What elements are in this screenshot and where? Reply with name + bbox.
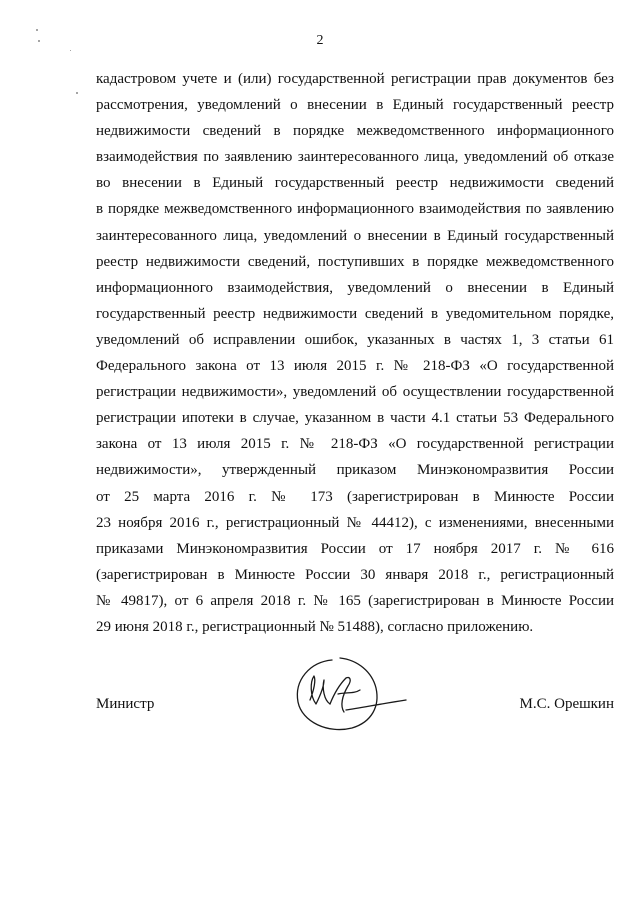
body-line: недвижимости сведений в порядке межведомственного информационного xyxy=(96,123,614,140)
body-line: 29 июня 2018 г., регистрационный № 51488), согласно приложению. xyxy=(96,618,534,635)
body-line: кадастровом учете и (или) государственной регистрации прав документов без xyxy=(96,71,614,87)
body-line: заинтересованного лица, уведомлений о внесении в Единый государственный xyxy=(96,227,614,244)
scan-speck xyxy=(38,40,40,42)
body-line: регистрации ипотеки в случае, указанном в части 4.1 статьи 53 Федерального xyxy=(96,410,614,427)
body-line: реестр недвижимости сведений, поступивших в порядке межведомственного xyxy=(96,253,614,270)
body-line: государственный реестр недвижимости сведений в уведомительном порядке, xyxy=(96,305,614,322)
body-line: в порядке межведомственного информационного взаимодействия по заявлению xyxy=(96,201,614,218)
body-line: регистрации недвижимости», уведомлений об осуществлении государственной xyxy=(96,384,614,401)
body-text xyxy=(96,66,614,640)
body-line: рассмотрения, уведомлений о внесении в Единый государственный реестр xyxy=(96,97,614,114)
body-line: информационного взаимодействия, уведомлений о внесении в Единый xyxy=(96,279,614,296)
handwritten-signature xyxy=(280,650,410,740)
body-line: № 49817), от 6 апреля 2018 г. № 165 (зарегистрирован в Минюсте России xyxy=(96,592,614,609)
scan-speck xyxy=(36,29,38,31)
body-line: закона от 13 июля 2015 г. № 218-ФЗ «О государственной регистрации xyxy=(96,436,614,453)
body-line: Федерального закона от 13 июля 2015 г. № 218-ФЗ «О государственной xyxy=(96,358,614,375)
body-line: недвижимости», утвержденный приказом Минэкономразвития России xyxy=(96,462,614,479)
body-line: взаимодействия по заявлению заинтересованного лица, уведомлений об отказе xyxy=(96,149,614,166)
signatory-name: М.С. Орешкин xyxy=(519,696,614,712)
body-line: уведомлений об исправлении ошибок, указанных в частях 1, 3 статьи 61 xyxy=(96,331,614,348)
signatory-title: Министр xyxy=(96,696,155,712)
body-line: 23 ноября 2016 г., регистрационный № 44412), с изменениями, внесенными xyxy=(96,514,614,531)
page-number: 2 xyxy=(316,33,324,48)
body-line: приказами Минэкономразвития России от 17 ноября 2017 г. № 616 xyxy=(96,540,614,557)
scan-speck xyxy=(76,92,78,94)
body-line: во внесении в Единый государственный реестр недвижимости сведений xyxy=(96,175,614,192)
body-line: от 25 марта 2016 г. № 173 (зарегистрирован в Минюсте России xyxy=(96,488,614,505)
body-line: (зарегистрирован в Минюсте России 30 января 2018 г., регистрационный xyxy=(96,566,614,583)
scan-speck xyxy=(70,50,71,51)
